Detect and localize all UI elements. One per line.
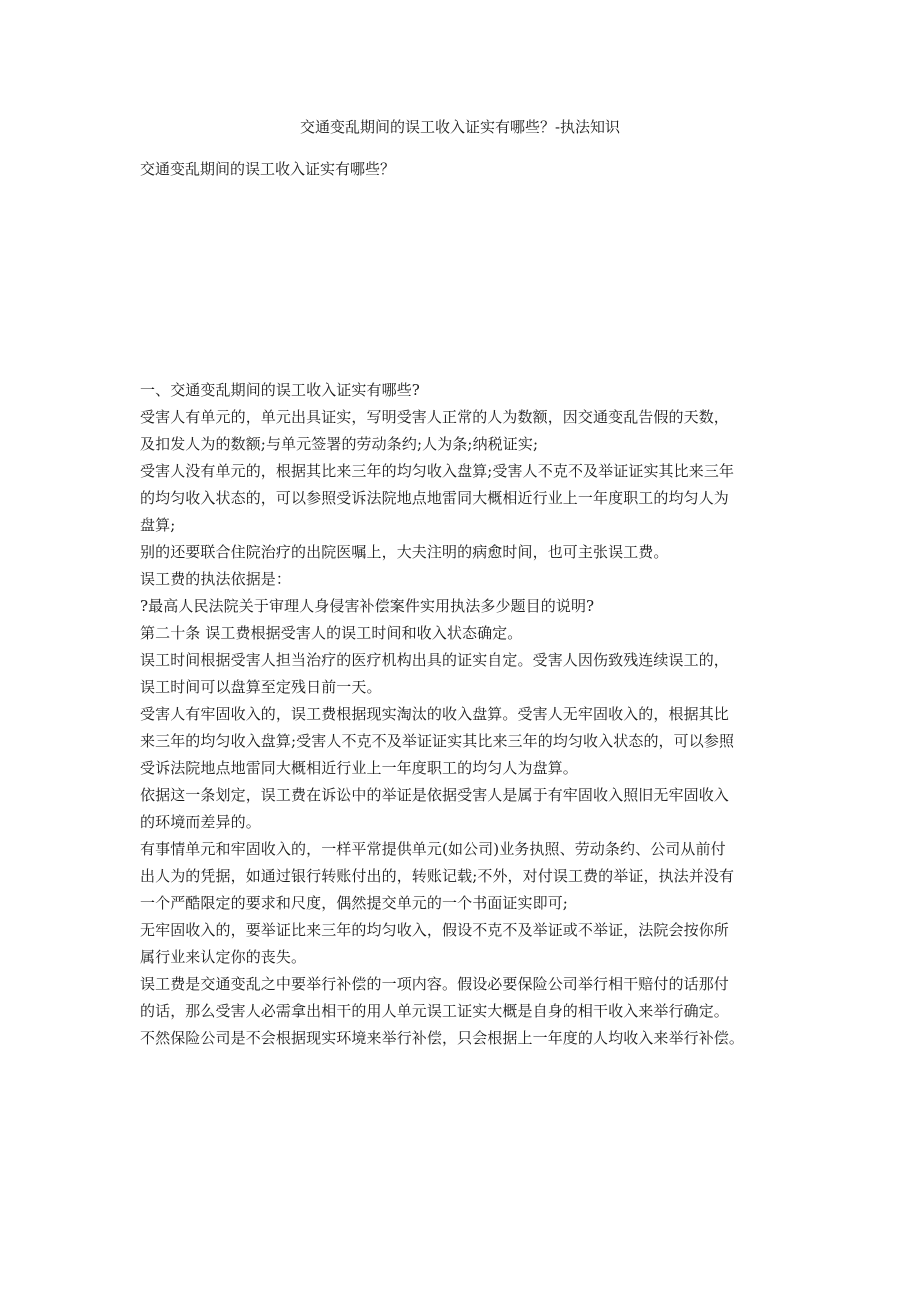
paragraph: 别的还要联合住院治疗的出院医嘱上，大夫注明的病愈时间，也可主张误工费。	[140, 543, 669, 561]
paragraph: 误工费是交通变乱之中要举行补偿的一项内容。假设必要保险公司举行相干赔付的话那付 的话，那么受害人必需拿出相干的用人单元误工证实大概是自身的相干收入来举行确定。 不然保险公司是不会根据现实环境来举行补偿，只会根据上一年度的人均收入来举行补偿。	[140, 975, 745, 1047]
paragraph: 无牢固收入的，要举证比来三年的均匀收入，假设不克不及举证或不举证，法院会按你所 属行业来认定你的丧失。	[140, 921, 729, 966]
paragraph: 误工费的执法依据是：	[140, 570, 292, 588]
paragraph: 受害人没有单元的，根据其比来三年的均匀收入盘算;受害人不克不及举证证实其比来三年 的均匀收入状态的，可以参照受诉法院地点地雷同大概相近行业上一年度职工的均匀人为 盘算;	[140, 462, 735, 534]
paragraph: 受害人有牢固收入的，误工费根据现实淘汰的收入盘算。受害人无牢固收入的，根据其比 来三年的均匀收入盘算;受害人不克不及举证证实其比来三年的均匀收入状态的，可以参照 受诉法院地点地雷同大概相近行业上一年度职工的均匀人为盘算。	[140, 705, 735, 777]
paragraph: 依据这一条划定，误工费在诉讼中的举证是依据受害人是属于有牢固收入照旧无牢固收入 的环境而差异的。	[140, 786, 729, 831]
law-article: 第二十条 误工费根据受害人的误工时间和收入状态确定。	[140, 624, 523, 642]
page-subtitle: 交通变乱期间的误工收入证实有哪些？	[140, 160, 396, 178]
paragraph: 有事情单元和牢固收入的，一样平常提供单元(如公司)业务执照、劳动条约、公司从前付 出人为的凭据，如通过银行转账付出的，转账记载;不外，对付误工费的举证，执法并没有 一个严酷限定的要求和尺度，偶然提交单元的一个书面证实即可;	[140, 840, 735, 912]
section-heading: 一、交通变乱期间的误工收入证实有哪些?	[140, 381, 420, 399]
page-title: 交通变乱期间的误工收入证实有哪些？-执法知识	[299, 118, 621, 136]
paragraph: 误工时间根据受害人担当治疗的医疗机构出具的证实自定。受害人因伤致残连续误工的， 误工时间可以盘算至定残日前一天。	[140, 651, 729, 696]
law-reference: ?最高人民法院关于审理人身侵害补偿案件实用执法多少题目的说明?	[140, 597, 595, 615]
paragraph: 受害人有单元的，单元出具证实，写明受害人正常的人为数额，因交通变乱告假的天数， 及扣发人为的数额;与单元签署的劳动条约;人为条;纳税证实;	[140, 408, 729, 453]
document-body	[140, 377, 795, 1052]
